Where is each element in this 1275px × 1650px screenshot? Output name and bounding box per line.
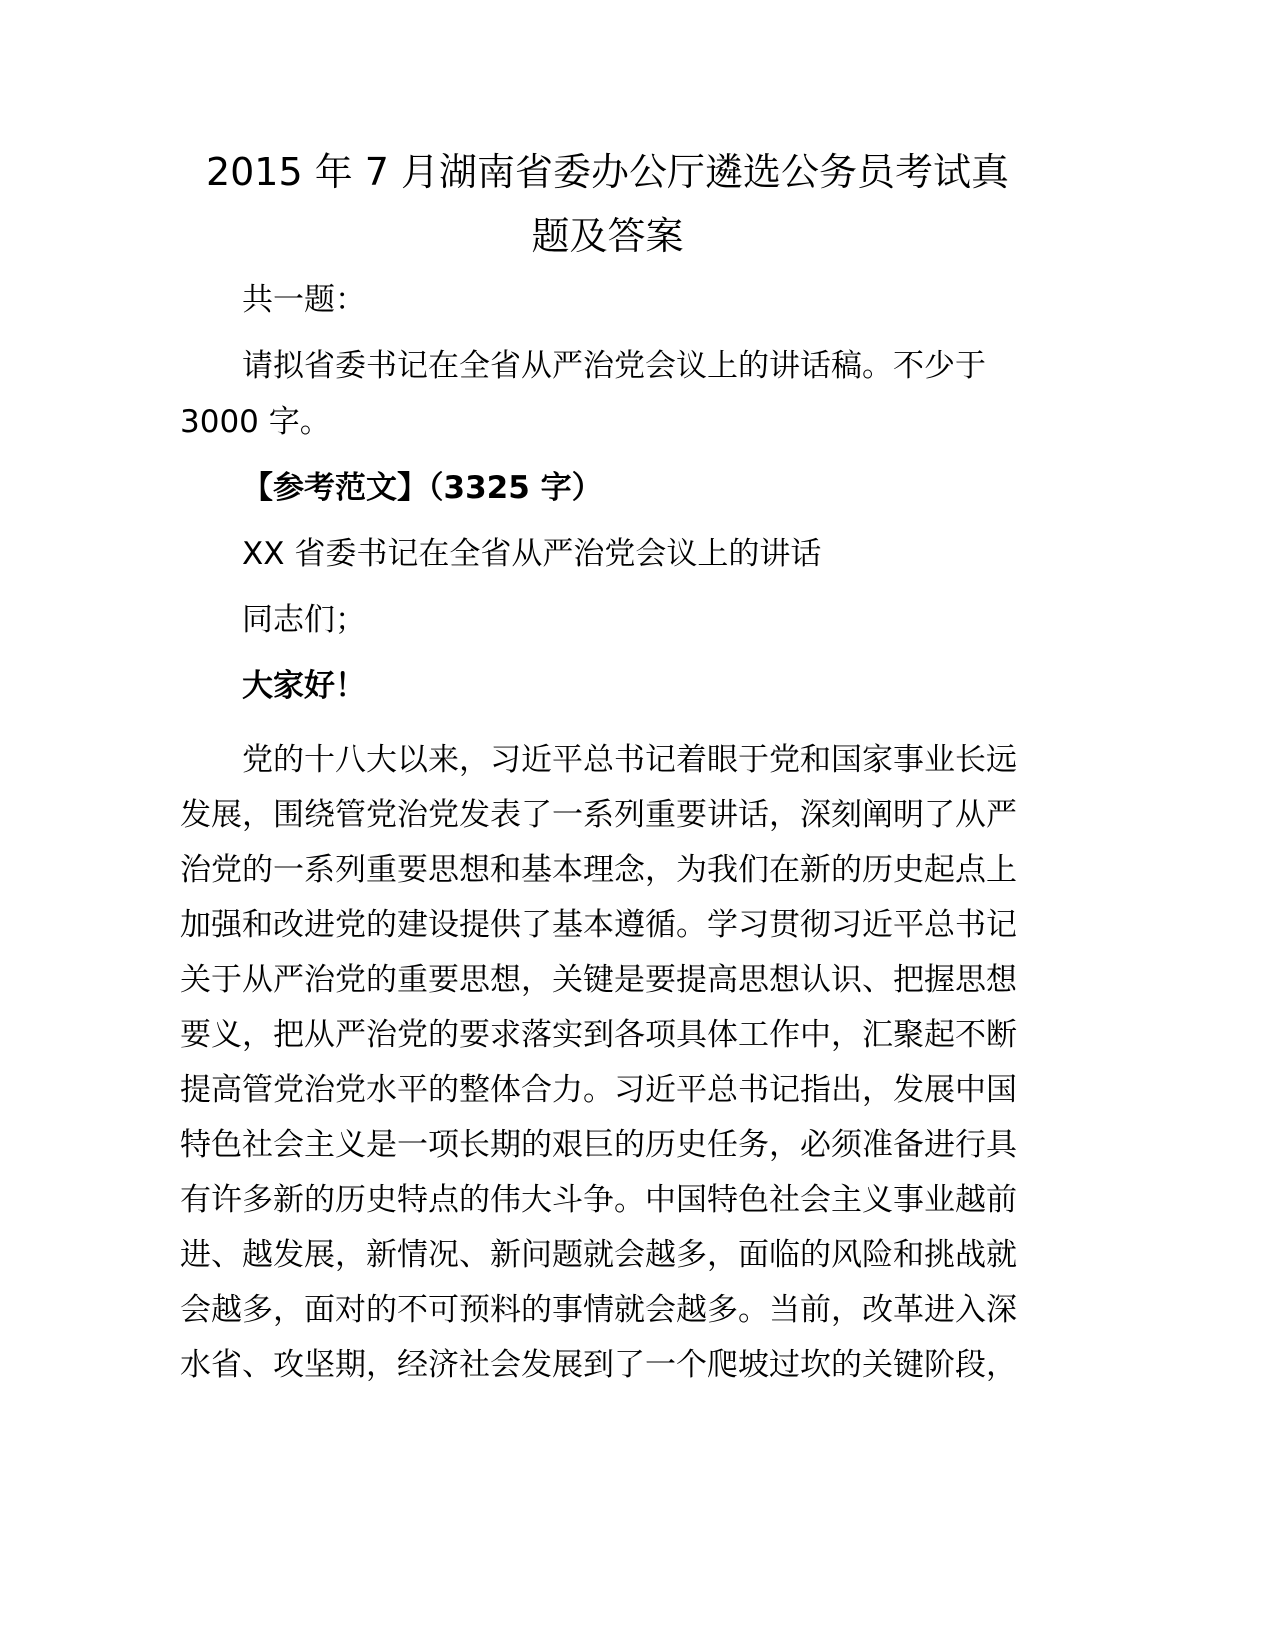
reference-label: 【参考范文】（3325 字） (242, 470, 603, 506)
body-line: 会越多，面对的不可预料的事情就会越多。当前，改革进入深 (180, 1292, 1017, 1328)
document-title (180, 140, 1035, 268)
body-line: 有许多新的历史特点的伟大斗争。中国特色社会主义事业越前 (180, 1182, 1017, 1218)
body-line: 进、越发展，新情况、新问题就会越多，面临的风险和挑战就 (180, 1237, 1017, 1273)
greeting: 大家好！ (242, 668, 366, 704)
body-line: 党的十八大以来，习近平总书记着眼于党和国家事业长远 (242, 742, 1017, 778)
body-line: 特色社会主义是一项长期的艰巨的历史任务，必须准备进行具 (180, 1127, 1017, 1163)
body-line: 要义，把从严治党的要求落实到各项具体工作中，汇聚起不断 (180, 1017, 1017, 1053)
salutation: 同志们； (242, 602, 366, 638)
title-line-1: 2015 年 7 月湖南省委办公厅遴选公务员考试真 (205, 150, 1010, 194)
body-line: 提高管党治党水平的整体合力。习近平总书记指出，发展中国 (180, 1072, 1017, 1108)
title-line-2: 题及答案 (531, 214, 684, 258)
body-line: 水省、攻坚期，经济社会发展到了一个爬坡过坎的关键阶段， (180, 1347, 1017, 1383)
speech-title: XX 省委书记在全省从严治党会议上的讲话 (242, 536, 822, 572)
task-line-2: 3000 字。 (180, 404, 331, 440)
body-line: 加强和改进党的建设提供了基本遵循。学习贯彻习近平总书记 (180, 907, 1017, 943)
body-line: 关于从严治党的重要思想，关键是要提高思想认识、把握思想 (180, 962, 1017, 998)
task-line-1: 请拟省委书记在全省从严治党会议上的讲话稿。不少于 (242, 348, 986, 384)
body-line: 治党的一系列重要思想和基本理念，为我们在新的历史起点上 (180, 852, 1017, 888)
body-line: 发展，围绕管党治党发表了一系列重要讲话，深刻阐明了从严 (180, 797, 1017, 833)
question-count: 共一题： (242, 282, 366, 318)
